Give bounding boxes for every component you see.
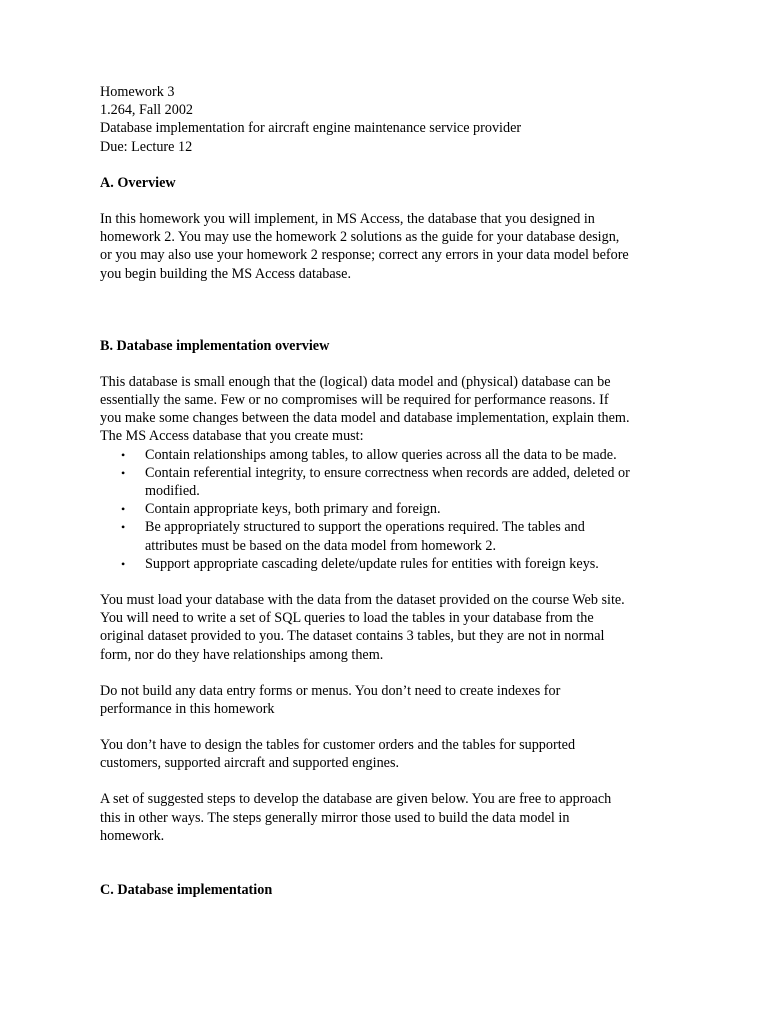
list-item-text: Contain appropriate keys, both primary and foreign.: [145, 501, 441, 518]
list-item: [100, 555, 680, 573]
paragraph-line: essentially the same. Few or no compromises will be required for performance reasons. If: [100, 392, 609, 409]
bullet-icon: •: [121, 447, 126, 462]
list-item-text: Be appropriately structured to support the operations required. The tables and: [145, 519, 585, 536]
paragraph-line: This database is small enough that the (logical) data model and (physical) database can be: [100, 373, 611, 390]
paragraph-line: You will need to write a set of SQL queries to load the tables in your database from the: [100, 610, 594, 627]
list-item: [100, 500, 680, 518]
paragraph-line: homework.: [100, 827, 165, 844]
document-page: [100, 83, 680, 899]
paragraph-line: You must load your database with the data from the dataset provided on the course Web site.: [100, 591, 625, 608]
due-date: Due: Lecture 12: [100, 138, 193, 155]
list-item-text: Contain referential integrity, to ensure correctness when records are added, deleted or: [145, 464, 630, 481]
section-b: [100, 337, 680, 845]
paragraph-line: or you may also use your homework 2 response; correct any errors in your data model before: [100, 247, 629, 264]
bullet-icon: •: [121, 465, 126, 480]
paragraph-line: performance in this homework: [100, 700, 275, 717]
section-a-paragraph: [100, 210, 680, 283]
paragraph-line: The MS Access database that you create must:: [100, 428, 364, 445]
section-b-heading: B. Database implementation overview: [100, 337, 330, 354]
paragraph-line: homework 2. You may use the homework 2 solutions as the guide for your database design,: [100, 229, 620, 246]
paragraph-line: you make some changes between the data model and database implementation, explain them.: [100, 410, 630, 427]
list-item-text: attributes must be based on the data model from homework 2.: [145, 537, 497, 554]
paragraph-line: original dataset provided to you. The dataset contains 3 tables, but they are not in normal: [100, 628, 605, 645]
paragraph-line: You don’t have to design the tables for customer orders and the tables for supported: [100, 737, 576, 754]
list-item-text: Support appropriate cascading delete/update rules for entities with foreign keys.: [145, 555, 599, 572]
paragraph-line: Do not build any data entry forms or menus. You don’t need to create indexes for: [100, 682, 561, 699]
list-item: [100, 446, 680, 464]
design-paragraph: [100, 736, 680, 772]
requirements-list: [100, 446, 680, 573]
bullet-icon: •: [121, 520, 126, 535]
section-c-heading: C. Database implementation: [100, 882, 273, 898]
paragraph-line: you begin building the MS Access database.: [100, 265, 351, 282]
paragraph-line: customers, supported aircraft and supported engines.: [100, 755, 400, 772]
course-term: 1.264, Fall 2002: [100, 102, 194, 119]
assignment-subtitle: Database implementation for aircraft engine maintenance service provider: [100, 120, 522, 137]
section-b-intro: [100, 373, 680, 446]
list-item: [100, 518, 680, 554]
load-paragraph: [100, 591, 680, 664]
paragraph-line: this in other ways. The steps generally mirror those used to build the data model in: [100, 809, 570, 826]
bullet-icon: •: [121, 556, 126, 571]
section-a: [100, 174, 680, 283]
section-a-heading: A. Overview: [100, 174, 176, 191]
document-header: [100, 83, 680, 156]
paragraph-line: In this homework you will implement, in MS Access, the database that you designed in: [100, 210, 595, 227]
list-item-text: Contain relationships among tables, to allow queries across all the data to be made.: [145, 446, 617, 463]
homework-title: Homework 3: [100, 84, 175, 100]
section-c: [100, 881, 680, 899]
paragraph-line: form, nor do they have relationships among them.: [100, 646, 384, 663]
bullet-icon: •: [121, 502, 126, 517]
paragraph-line: A set of suggested steps to develop the database are given below. You are free to approach: [100, 791, 612, 808]
list-item-text: modified.: [145, 483, 200, 499]
list-item: [100, 464, 680, 500]
steps-paragraph: [100, 790, 680, 845]
forms-paragraph: [100, 682, 680, 718]
